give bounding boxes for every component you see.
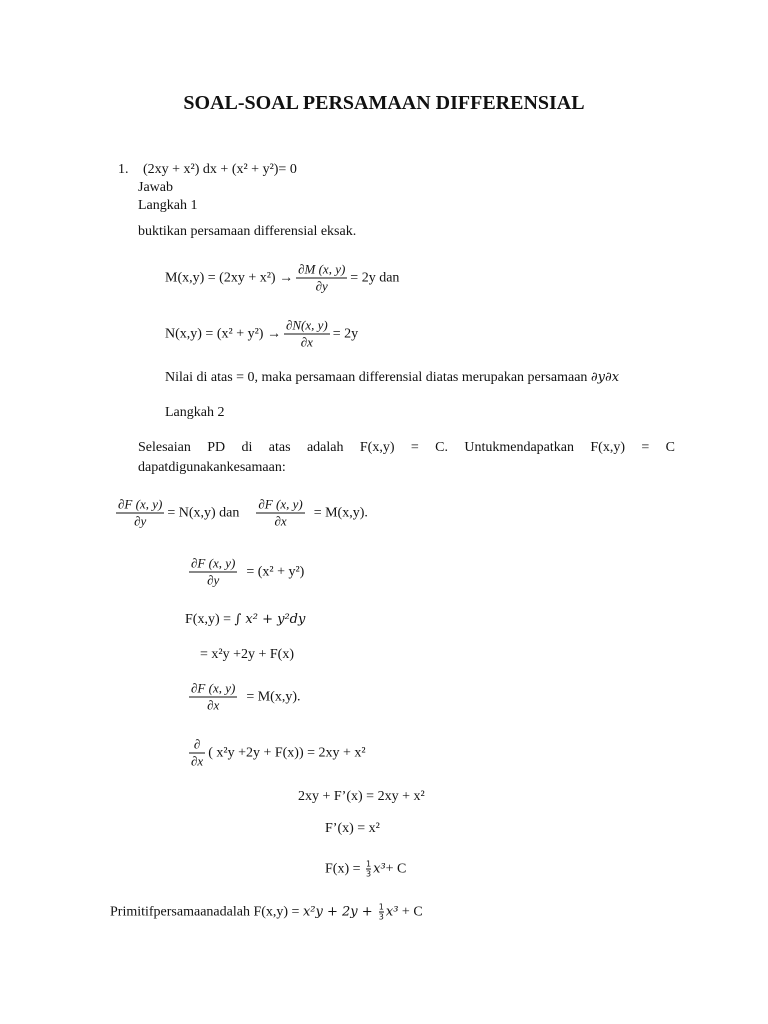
step-h-lhs: F(x) =: [325, 861, 365, 876]
n-rhs: = 2y: [332, 326, 359, 341]
step-f: 2xy + F’(x) = 2xy + x²: [298, 789, 425, 804]
step-b-integral: ∫ x² + y²dy: [234, 612, 306, 627]
m-fraction: [296, 262, 347, 295]
dF-dx-fraction: [189, 681, 237, 714]
document-title: SOAL-SOAL PERSAMAAN DIFFERENSIAL: [183, 92, 585, 114]
n-lhs: N(x,y) = (x² + y²) →: [165, 326, 281, 341]
numerator: ∂F (x, y): [191, 680, 236, 696]
langkah1-heading: Langkah 1: [138, 198, 198, 213]
denominator: ∂y: [315, 278, 328, 294]
exactness-conditions: [113, 497, 368, 530]
step-c: = x²y +2y + F(x): [200, 647, 294, 662]
selesaian-paragraph: [138, 438, 675, 478]
numerator: ∂N(x, y): [285, 317, 328, 333]
step-a-rhs: = (x² + y²): [246, 564, 305, 579]
m-derivative-line: [165, 262, 399, 295]
step-b: [185, 612, 305, 628]
dF-dy-fraction: [116, 497, 164, 530]
primitif-math: x²y + 2y +: [302, 904, 377, 920]
step-h-rhs: + C: [385, 861, 407, 876]
one-third-fraction: [366, 860, 371, 879]
step-e-rhs: ( x²y +2y + F(x)) = 2xy + x²: [208, 745, 366, 760]
numerator: ∂F (x, y): [258, 496, 303, 512]
primitif-math2: x³: [385, 904, 399, 920]
step-h-math: x³: [373, 861, 386, 877]
selesaian-line1: Selesaian PD di atas adalah F(x,y) = C. Untukmendapatkan F(x,y) = C: [138, 440, 675, 455]
denominator: 3: [366, 869, 372, 879]
numerator: ∂: [193, 736, 201, 752]
denominator: 3: [378, 912, 384, 922]
n-derivative-line: [165, 318, 358, 351]
cond-rhs: = M(x,y).: [313, 505, 368, 520]
numerator: ∂M (x, y): [298, 261, 346, 277]
step-b-lhs: F(x,y) =: [185, 612, 235, 627]
m-lhs: M(x,y) = (2xy + x²) →: [165, 270, 294, 285]
langkah2-heading: Langkah 2: [165, 405, 225, 420]
problem-number: 1.: [118, 162, 129, 177]
denominator: ∂y: [134, 513, 147, 529]
denominator: ∂y: [207, 572, 220, 588]
denominator: ∂x: [274, 513, 287, 529]
denominator: ∂x: [191, 753, 204, 769]
denominator: ∂x: [207, 697, 220, 713]
langkah1-text: buktikan persamaan differensial eksak.: [138, 224, 357, 239]
numerator: 1: [378, 902, 384, 912]
dF-dy-fraction: [189, 556, 237, 589]
step-d-rhs: = M(x,y).: [246, 689, 301, 704]
numerator: ∂F (x, y): [191, 555, 236, 571]
denominator: ∂x: [300, 334, 313, 350]
primitif-rhs: + C: [398, 904, 423, 919]
dF-dx-fraction: [256, 497, 304, 530]
d-dx-fraction: [189, 737, 205, 770]
step-g: F’(x) = x²: [325, 821, 380, 836]
step-e: [186, 737, 366, 770]
step-a: [186, 556, 304, 589]
nilai-sentence: Nilai di atas = 0, maka persamaan differensial diatas merupakan persamaan: [165, 370, 588, 385]
step-d: [186, 681, 301, 714]
cond-mid: = N(x,y) dan: [167, 505, 240, 520]
primitif-lhs: Primitifpersamaanadalah F(x,y) =: [110, 904, 303, 919]
selesaian-line2: dapatdigunakankesamaan:: [138, 460, 286, 475]
step-h: [325, 860, 406, 879]
jawab-label: Jawab: [138, 180, 173, 195]
m-rhs: = 2y dan: [350, 270, 400, 285]
numerator: ∂F (x, y): [118, 496, 163, 512]
nilai-text: [165, 370, 619, 386]
nilai-math: ∂y∂x: [590, 370, 620, 385]
one-third-fraction: [379, 903, 384, 922]
n-fraction: [284, 318, 330, 351]
primitif-line: [110, 903, 423, 922]
problem-equation: (2xy + x²) dx + (x² + y²)= 0: [143, 162, 297, 177]
numerator: 1: [366, 859, 372, 869]
